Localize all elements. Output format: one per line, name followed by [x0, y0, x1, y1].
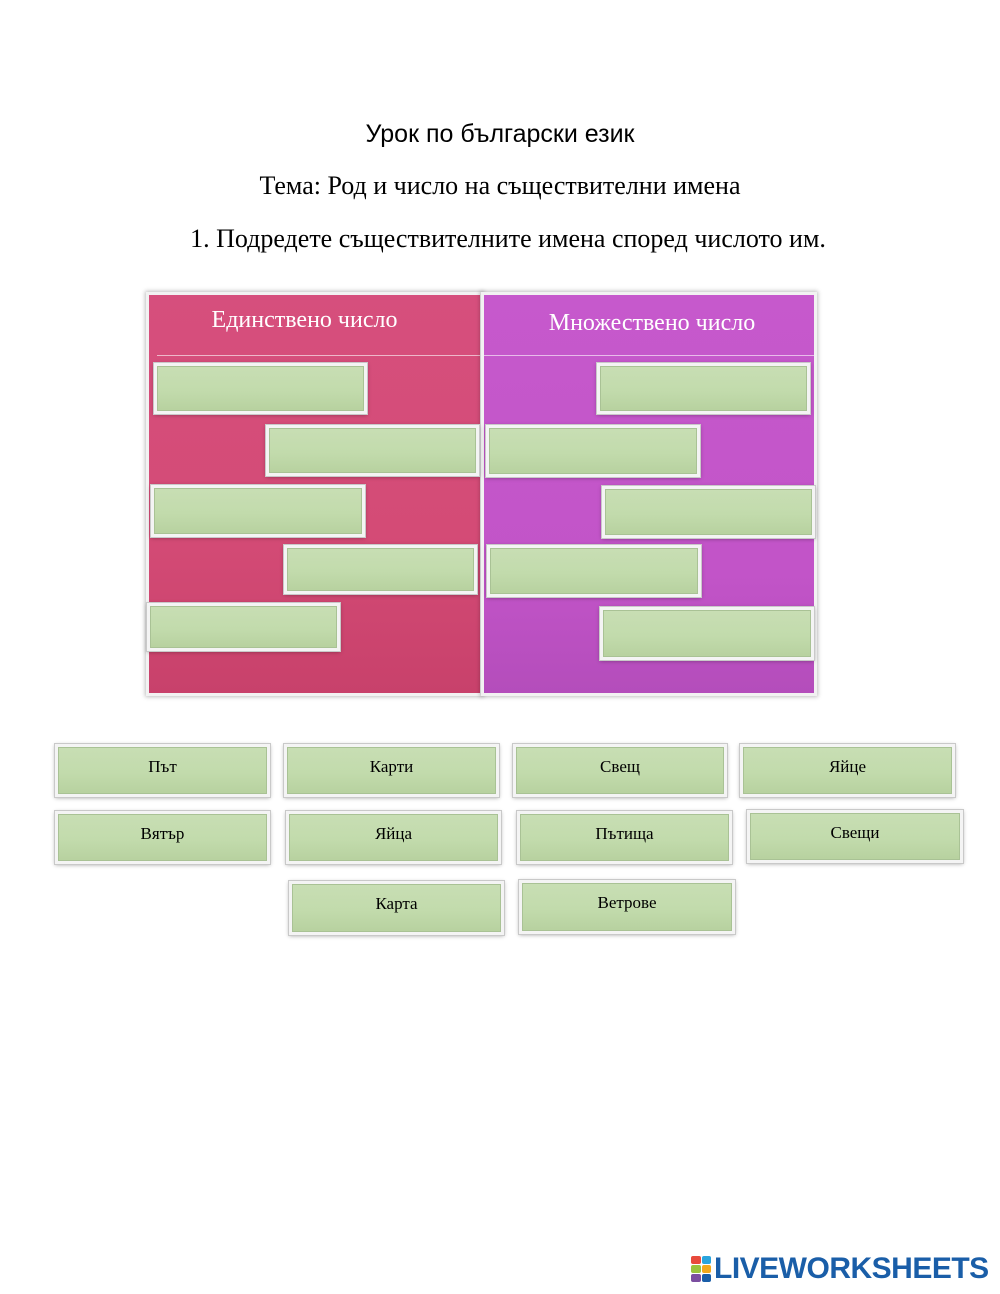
logo-mark-icon: [691, 1256, 711, 1282]
drop-slot-plural[interactable]: [600, 607, 814, 660]
liveworksheets-logo: [691, 1253, 989, 1285]
word-card[interactable]: Свещи: [747, 810, 963, 863]
column-divider: [157, 355, 480, 356]
word-card[interactable]: Свещ: [513, 744, 727, 797]
drop-slot-plural[interactable]: [597, 363, 810, 414]
word-card[interactable]: Яйца: [286, 811, 501, 864]
word-card[interactable]: Ветрове: [519, 880, 735, 934]
drop-slot-singular[interactable]: [284, 545, 477, 594]
word-card[interactable]: Път: [55, 744, 270, 797]
plural-column-heading: Множествено число: [548, 310, 756, 336]
lesson-title: Урок по български език: [365, 120, 635, 148]
word-card[interactable]: Карти: [284, 744, 499, 797]
word-card[interactable]: Яйце: [740, 744, 955, 797]
drop-slot-singular[interactable]: [154, 363, 367, 414]
word-card[interactable]: Вятър: [55, 811, 270, 864]
drop-slot-plural[interactable]: [486, 425, 700, 477]
drop-slot-plural[interactable]: [487, 545, 701, 597]
singular-column-heading: Единствено число: [211, 307, 398, 333]
task-instruction: 1. Подредете съществителните имена според числото им.: [190, 224, 826, 253]
topic-title: Тема: Род и число на съществителни имена: [259, 171, 741, 200]
column-divider: [484, 355, 814, 356]
word-card[interactable]: Карта: [289, 881, 504, 935]
drop-slot-singular[interactable]: [147, 603, 340, 651]
word-card[interactable]: Пътища: [517, 811, 732, 864]
drop-slot-plural[interactable]: [602, 486, 815, 538]
drop-slot-singular[interactable]: [151, 485, 365, 537]
logo-text: LIVEWORKSHEETS: [714, 1252, 989, 1285]
drop-slot-singular[interactable]: [266, 425, 479, 476]
